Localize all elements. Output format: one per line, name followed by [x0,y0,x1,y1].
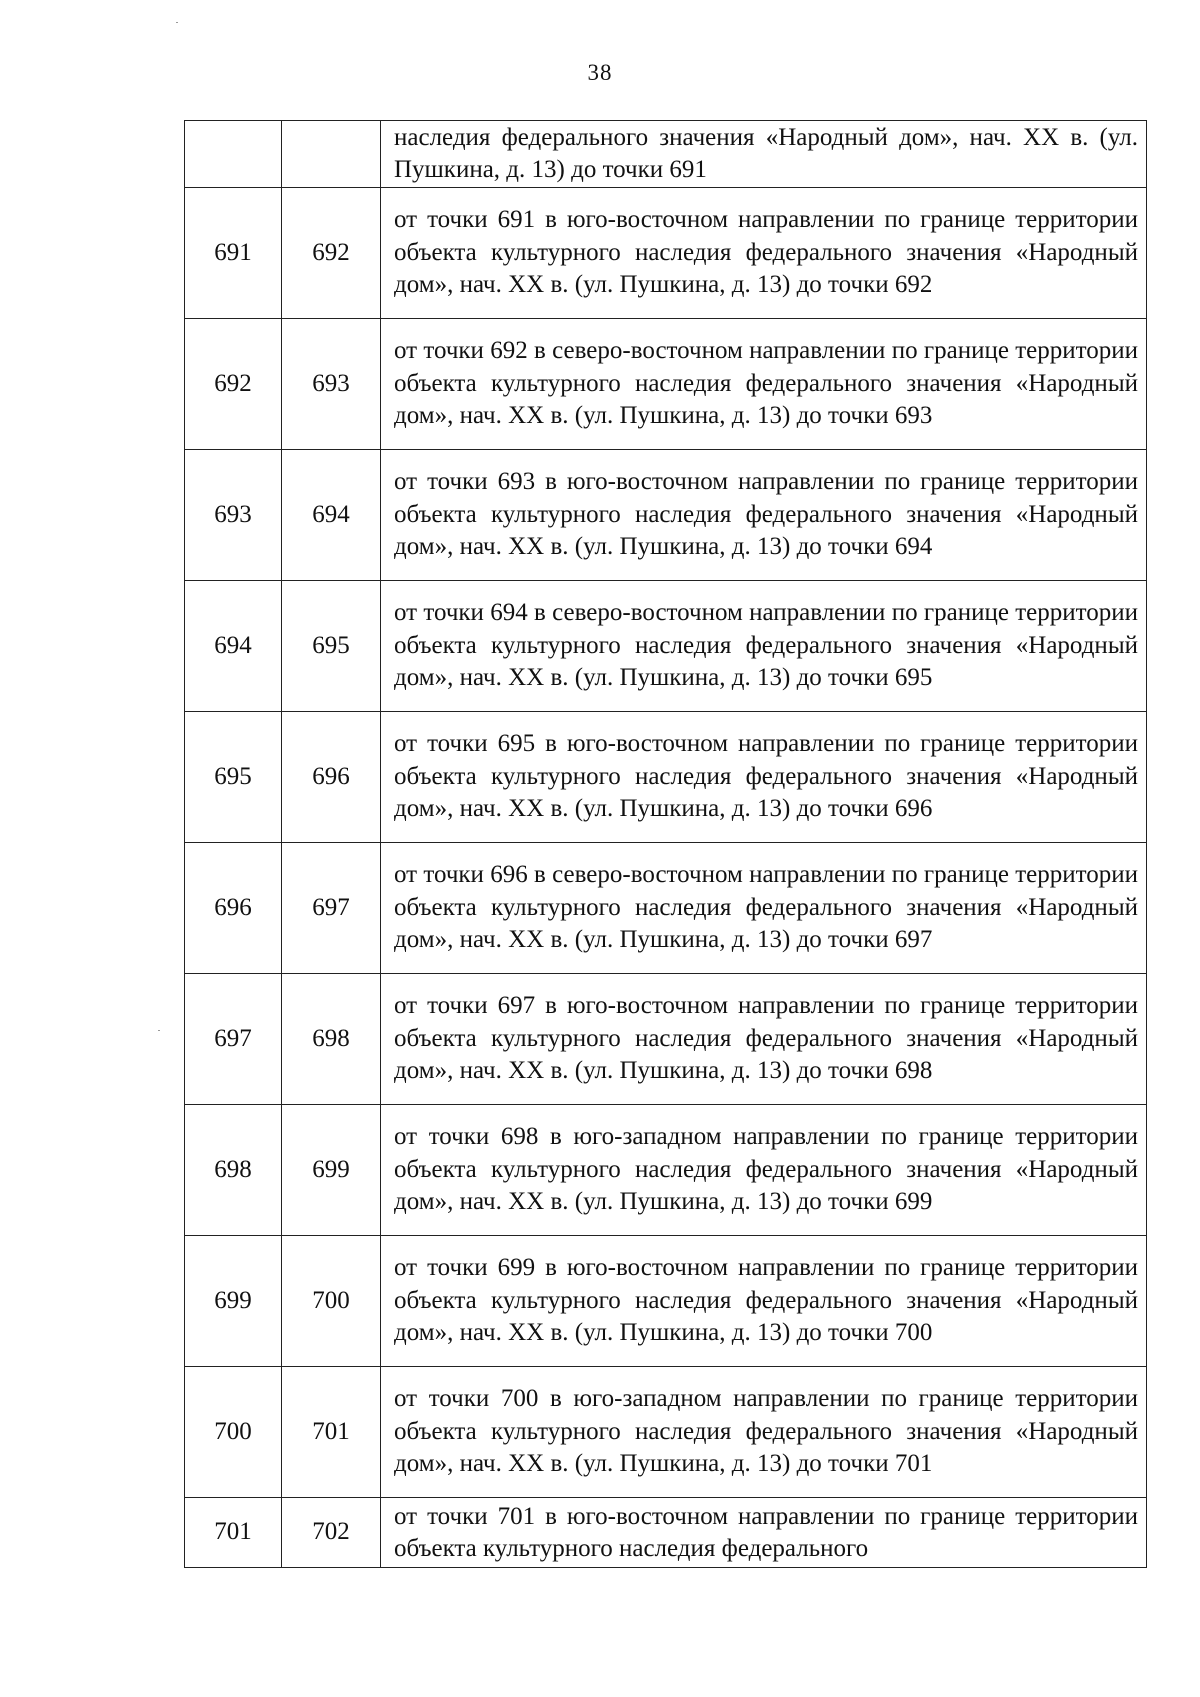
from-point-cell: 701 [185,1498,282,1568]
table-row [185,1367,1147,1498]
from-point-cell [185,121,282,188]
to-point-cell: 698 [282,974,381,1105]
description-cell: от точки 700 в юго-западном направлении по границе территории объекта культурного наследия федерального значения «Народный дом», нач. XX в. (ул. Пушкина, д. 13) до точки 701 [381,1367,1147,1498]
description-cell [381,1498,1147,1568]
from-point-cell: 694 [185,581,282,712]
to-point-cell: 701 [282,1367,381,1498]
description-cell: от точки 692 в северо-восточном направлении по границе территории объекта культурного наследия федерального значения «Народный дом», нач. XX в. (ул. Пушкина, д. 13) до точки 693 [381,319,1147,450]
to-point-cell [282,121,381,188]
description-cell: от точки 698 в юго-западном направлении по границе территории объекта культурного наследия федерального значения «Народный дом», нач. XX в. (ул. Пушкина, д. 13) до точки 699 [381,1105,1147,1236]
table-row [185,188,1147,319]
from-point-cell: 691 [185,188,282,319]
scan-speck [176,22,178,23]
description-cell: от точки 691 в юго-восточном направлении по границе территории объекта культурного наследия федерального значения «Народный дом», нач. XX в. (ул. Пушкина, д. 13) до точки 692 [381,188,1147,319]
table-row [185,319,1147,450]
table-row [185,843,1147,974]
from-point-cell: 695 [185,712,282,843]
table-row [185,712,1147,843]
table-row [185,121,1147,188]
table-row [185,1236,1147,1367]
to-point-cell: 702 [282,1498,381,1568]
table-row [185,450,1147,581]
table-row [185,581,1147,712]
to-point-cell: 693 [282,319,381,450]
page-number: 38 [587,60,613,85]
description-cell: от точки 697 в юго-восточном направлении по границе территории объекта культурного наследия федерального значения «Народный дом», нач. XX в. (ул. Пушкина, д. 13) до точки 698 [381,974,1147,1105]
from-point-cell: 698 [185,1105,282,1236]
from-point-cell: 692 [185,319,282,450]
table-row [185,974,1147,1105]
to-point-cell: 694 [282,450,381,581]
from-point-cell: 693 [185,450,282,581]
table-row [185,1498,1147,1568]
description-cell: от точки 696 в северо-восточном направлении по границе территории объекта культурного наследия федерального значения «Народный дом», нач. XX в. (ул. Пушкина, д. 13) до точки 697 [381,843,1147,974]
to-point-cell: 695 [282,581,381,712]
to-point-cell: 696 [282,712,381,843]
description-cell: от точки 699 в юго-восточном направлении по границе территории объекта культурного наследия федерального значения «Народный дом», нач. XX в. (ул. Пушкина, д. 13) до точки 700 [381,1236,1147,1367]
to-point-cell: 700 [282,1236,381,1367]
to-point-cell: 697 [282,843,381,974]
table-row [185,1105,1147,1236]
from-point-cell: 696 [185,843,282,974]
to-point-cell: 699 [282,1105,381,1236]
from-point-cell: 697 [185,974,282,1105]
description-cell: от точки 695 в юго-восточном направлении по границе территории объекта культурного наследия федерального значения «Народный дом», нач. XX в. (ул. Пушкина, д. 13) до точки 696 [381,712,1147,843]
description-cell: от точки 693 в юго-восточном направлении по границе территории объекта культурного наследия федерального значения «Народный дом», нач. XX в. (ул. Пушкина, д. 13) до точки 694 [381,450,1147,581]
description-cell: наследия федерального значения «Народный дом», нач. XX в. (ул. Пушкина, д. 13) до точки 691 [381,121,1147,188]
description-text: от точки 701 в юго-восточном направлении по границе территории объекта культурного наследия федерального [394,1502,1138,1562]
from-point-cell: 700 [185,1367,282,1498]
to-point-cell: 692 [282,188,381,319]
description-cell: от точки 694 в северо-восточном направлении по границе территории объекта культурного наследия федерального значения «Народный дом», нач. XX в. (ул. Пушкина, д. 13) до точки 695 [381,581,1147,712]
boundary-points-table [184,120,1147,1568]
from-point-cell: 699 [185,1236,282,1367]
scan-speck [158,1030,160,1031]
